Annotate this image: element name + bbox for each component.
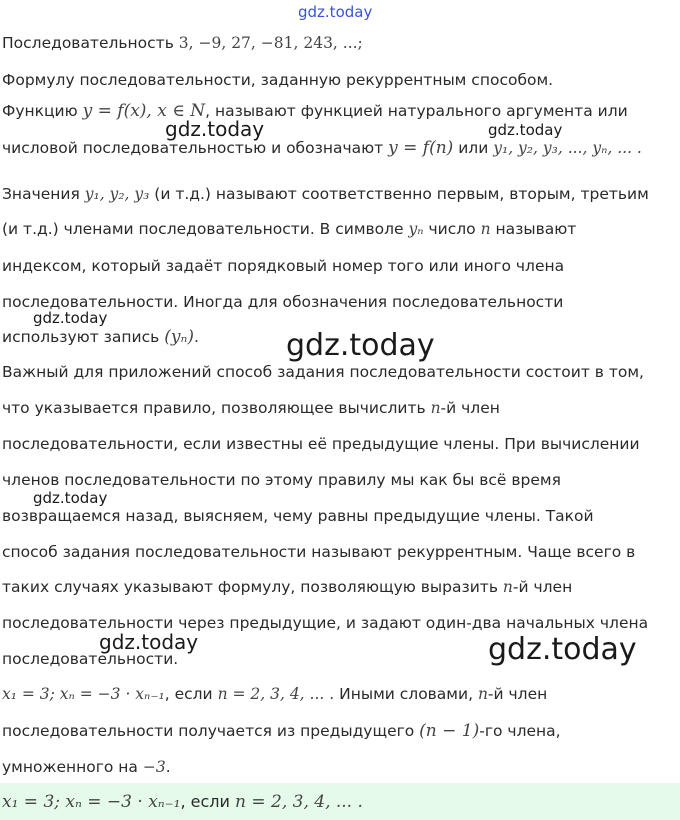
math-n: n — [477, 685, 488, 703]
math-notation: y = f(n) — [388, 138, 454, 158]
math-range: n = 2, 3, 4, ... . — [217, 685, 335, 703]
paragraph-text: способ задания последовательности называют рекуррентным. Чаще всего в — [2, 543, 636, 561]
paragraph-rule: что указывается правило, позволяющее вычислить n-й член — [2, 399, 500, 417]
paragraph-sequence-example: Последовательность 3, −9, 27, −81, 243, ...; — [2, 34, 363, 52]
paragraph-text: последовательности. Иногда для обозначения последовательности — [2, 293, 564, 311]
math-recurrence: x₁ = 3; xₙ = −3 · xₙ₋₁ — [2, 685, 165, 703]
math-minus-3: −3 — [142, 758, 166, 776]
math-recurrence: x₁ = 3; xₙ = −3 · xₙ₋₁ — [2, 792, 181, 812]
paragraph-text: возвращаемся назад, выясняем, чему равны предыдущие члены. Такой — [2, 507, 594, 525]
math-yn-paren: (yₙ) — [164, 327, 194, 347]
watermark: gdz.today — [488, 632, 637, 667]
watermark: gdz.today — [99, 630, 199, 654]
math-n: n — [480, 220, 491, 238]
paragraph-text: последовательности через предыдущие, и задают один-два начальных члена — [2, 614, 649, 632]
paragraph-index: (и т.д.) членами последовательности. В символе yₙ число n называют — [2, 220, 577, 238]
paragraph-multiplied: умноженного на −3. — [2, 758, 171, 776]
watermark: gdz.today — [165, 117, 265, 141]
paragraph-text: индексом, который задаёт порядковый номер того или иного члена — [2, 257, 565, 275]
paragraph-text: последовательности, если известны её предыдущие члены. При вычислении — [2, 435, 640, 453]
math-terms: y₁, y₂, y₃, ..., yₙ, ... . — [493, 139, 642, 157]
paragraph-notation-yn: используют запись (yₙ). — [2, 327, 199, 347]
paragraph-values: Значения y₁, y₂, y₃ (и т.д.) называют соответственно первым, вторым, третьим — [2, 185, 649, 203]
answer-formula: x₁ = 3; xₙ = −3 · xₙ₋₁, если n = 2, 3, 4, ... . — [2, 792, 363, 812]
paragraph-text: Важный для приложений способ задания последовательности состоит в том, — [2, 363, 644, 381]
paragraph-previous: последовательности получается из предыдущего (n − 1)-го члена, — [2, 721, 561, 741]
watermark: gdz.today — [298, 3, 373, 21]
math-function: y = f(x), x ∈ N — [82, 101, 206, 121]
math-sequence: 3, −9, 27, −81, 243, ...; — [178, 34, 363, 52]
paragraph-notation: числовой последовательностью и обозначают y = f(n) или y₁, y₂, y₃, ..., yₙ, ... . — [2, 138, 642, 158]
watermark: gdz.today — [286, 328, 435, 363]
paragraph-text: последовательности. — [2, 650, 179, 668]
paragraph-recurrence: x₁ = 3; xₙ = −3 · xₙ₋₁, если n = 2, 3, 4, ... . Иными словами, n-й член — [2, 685, 548, 703]
math-range: n = 2, 3, 4, ... . — [235, 792, 363, 812]
paragraph-formula: таких случаях указывают формулу, позволяющую выразить n-й член — [2, 578, 573, 596]
math-values: y₁, y₂, y₃ — [84, 185, 150, 203]
watermark: gdz.today — [33, 309, 108, 327]
math-n: n — [502, 578, 513, 596]
math-n: n — [430, 399, 441, 417]
math-n-minus-1: (n − 1) — [419, 721, 480, 741]
paragraph-task: Формулу последовательности, заданную рекуррентным способом. — [2, 71, 554, 89]
paragraph-definition: Функцию y = f(x), x ∈ N, называют функцией натурального аргумента или — [2, 101, 628, 121]
math-yn: yₙ — [408, 220, 424, 238]
watermark: gdz.today — [488, 121, 563, 139]
watermark: gdz.today — [33, 489, 108, 507]
paragraph-text: членов последовательности по этому правилу мы как бы всё время — [2, 471, 561, 489]
